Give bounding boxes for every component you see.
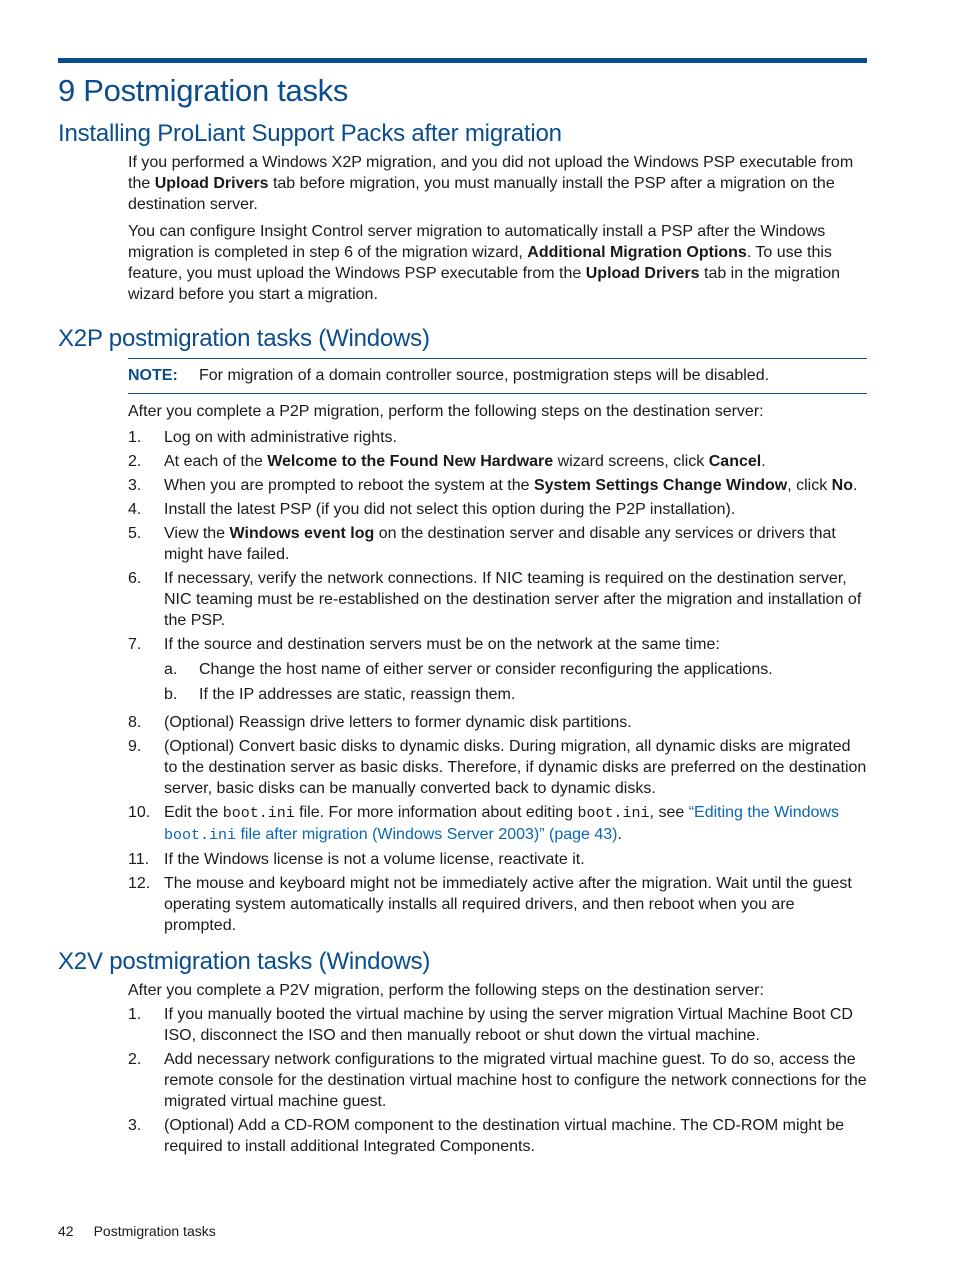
step-number: 3.	[128, 1117, 142, 1134]
text: You can configure Insight Control server migration to automatically install a PSP after the Windows migration is completed in step 6 of the migration wizard,	[128, 223, 826, 261]
list-item	[164, 684, 867, 705]
list-item	[128, 1049, 867, 1112]
cross-reference-link[interactable]: “Editing the Windows boot.ini file after migration (Windows Server 2003)” (page 43)	[164, 804, 839, 844]
step-text: When you are prompted to reboot the system at the System Settings Change Window, click No.	[164, 477, 858, 494]
section-body-x2v	[128, 980, 867, 1157]
step-text: View the Windows event log on the destination server and disable any services or drivers that might have failed.	[164, 525, 836, 563]
step-text: If the Windows license is not a volume license, reactivate it.	[164, 851, 585, 868]
step-text: At each of the Welcome to the Found New Hardware wizard screens, click Cancel.	[164, 453, 766, 470]
list-item	[128, 802, 867, 846]
text: If you performed a Windows X2P migration, and you did not upload the Windows PSP executable from the	[128, 154, 854, 192]
step-text: The mouse and keyboard might not be immediately active after the migration. Wait until the guest operating system automatically installs all required drivers, and then reboot when you are prompted.	[164, 875, 852, 934]
bold-term: Additional Migration Options	[527, 244, 747, 261]
text: . To use this feature, you must upload the Windows PSP executable from the	[128, 244, 832, 282]
section-body-psp	[128, 152, 867, 305]
steps-intro: After you complete a P2V migration, perform the following steps on the destination server:	[128, 982, 764, 999]
list-item	[128, 873, 867, 936]
code-filename: boot.ini	[222, 805, 295, 822]
section-heading-x2v: X2V postmigration tasks (Windows)	[58, 948, 431, 975]
x2p-steps	[128, 427, 867, 936]
list-item	[128, 451, 867, 472]
step-number: 4.	[128, 501, 142, 518]
list-item	[164, 659, 867, 680]
sub-steps	[164, 659, 867, 705]
paragraph	[128, 152, 867, 215]
bold-term: Upload Drivers	[154, 175, 269, 192]
list-item	[128, 849, 867, 870]
list-item	[128, 475, 867, 496]
page-footer	[58, 1222, 216, 1240]
step-text: Add necessary network configurations to the migrated virtual machine guest. To do so, access the remote console for the destination virtual machine host to configure the network connections for the migrated virtual machine guest.	[164, 1051, 867, 1110]
step-number: 2.	[128, 1051, 142, 1068]
note-text: For migration of a domain controller source, postmigration steps will be disabled.	[199, 367, 770, 384]
list-item	[128, 568, 867, 631]
step-number: 2.	[128, 453, 142, 470]
text: tab before migration, you must manually install the PSP after a migration on the destination server.	[128, 175, 835, 213]
list-item	[128, 736, 867, 799]
code-filename: boot.ini	[577, 805, 650, 822]
list-item	[128, 712, 867, 733]
step-number: 9.	[128, 738, 142, 755]
step-text: Log on with administrative rights.	[164, 429, 397, 446]
list-item	[128, 1004, 867, 1046]
step-number: 6.	[128, 570, 142, 587]
sub-step-letter: b.	[164, 686, 178, 703]
section-heading-psp: Installing ProLiant Support Packs after migration	[58, 120, 562, 147]
step-text: If you manually booted the virtual machine by using the server migration Virtual Machine Boot CD ISO, disconnect the ISO and then manually reboot or shut down the virtual machine.	[164, 1006, 853, 1044]
sub-step-letter: a.	[164, 661, 178, 678]
page-number: 42	[58, 1223, 74, 1239]
list-item	[128, 499, 867, 520]
step-number: 8.	[128, 714, 142, 731]
step-number: 5.	[128, 525, 142, 542]
bold-term: Upload Drivers	[585, 265, 700, 282]
step-text: Install the latest PSP (if you did not select this option during the P2P installation).	[164, 501, 736, 518]
step-text: (Optional) Reassign drive letters to former dynamic disk partitions.	[164, 714, 632, 731]
list-item	[128, 1115, 867, 1157]
chapter-title: 9 Postmigration tasks	[58, 73, 349, 108]
x2v-steps	[128, 1004, 867, 1157]
step-number: 7.	[128, 636, 142, 653]
sub-step-text: Change the host name of either server or consider reconfiguring the applications.	[199, 661, 773, 678]
note-label: NOTE:	[128, 367, 178, 384]
text: tab in the migration wizard before you start a migration.	[128, 265, 841, 303]
list-item	[128, 634, 867, 709]
chapter-rule	[58, 58, 867, 63]
sub-step-text: If the IP addresses are static, reassign them.	[199, 686, 516, 703]
list-item	[128, 427, 867, 448]
step-text: (Optional) Convert basic disks to dynamic disks. During migration, all dynamic disks are migrated to the destination server as basic disks. Therefore, if dynamic disks are preferred on the destination server, basic disks can be manually converted back to dynamic disks.	[164, 738, 867, 797]
list-item	[128, 523, 867, 565]
section-heading-x2p: X2P postmigration tasks (Windows)	[58, 325, 430, 352]
step-number: 1.	[128, 1006, 142, 1023]
step-number: 12.	[128, 875, 151, 892]
section-body-x2p	[128, 401, 867, 936]
step-number: 11.	[128, 851, 150, 868]
steps-intro: After you complete a P2P migration, perform the following steps on the destination server:	[128, 403, 764, 420]
step-number: 1.	[128, 429, 142, 446]
step-text: If necessary, verify the network connections. If NIC teaming is required on the destination server, NIC teaming must be re-established on the destination server after the migration and installation of the PSP.	[164, 570, 862, 629]
step-text: Edit the boot.ini file. For more information about editing boot.ini, see “Editing the Windows boot.ini file after migration (Windows Server 2003)” (page 43).	[164, 804, 839, 844]
paragraph	[128, 221, 867, 305]
footer-section-title: Postmigration tasks	[93, 1223, 216, 1239]
step-number: 10.	[128, 804, 151, 821]
page	[58, 58, 867, 1160]
step-text: If the source and destination servers must be on the network at the same time: a. Change the host name of either server or consider reconfiguring the applications. b. If the IP addresses are static, reassign them.	[164, 634, 867, 709]
step-text: (Optional) Add a CD-ROM component to the destination virtual machine. The CD-ROM might be required to install additional Integrated Components.	[164, 1117, 844, 1155]
note-box	[128, 358, 867, 394]
step-number: 3.	[128, 477, 142, 494]
